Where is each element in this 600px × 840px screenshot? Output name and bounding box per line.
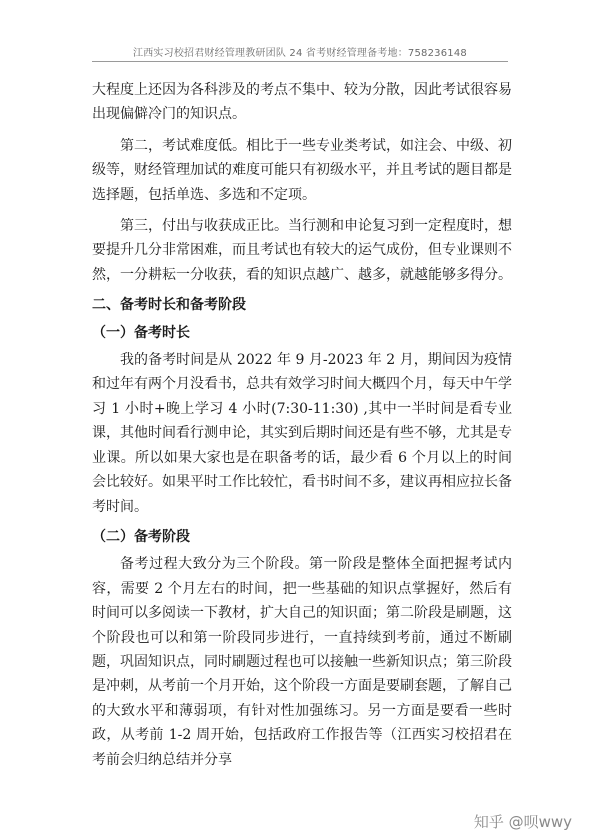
document-body xyxy=(92,78,512,772)
header-divider xyxy=(92,61,508,62)
paragraph-third-point: 第三，付出与收获成正比。当行测和申论复习到一定程度时，想要提升几分非常困难，而且考试也有较大的运气成份，但专业课则不然，一分耕耘一分收获，看的知识点越广、越多，就越能够多得分。 xyxy=(92,218,512,283)
paragraph-continuation: 大程度上还因为各科涉及的考点不集中、较为分散，因此考试很容易出现偏僻冷门的知识点。 xyxy=(92,82,512,123)
zhihu-watermark: 知乎 @呗wwy xyxy=(473,813,572,831)
paragraph-stages: 备考过程大致分为三个阶段。第一阶段是整体全面把握考试内容，需要 2 个月左右的时间，把一些基础的知识点掌握好，然后有时间可以多阅读一下教材，扩大自己的知识面；第二阶段是刷题，这个阶段也可以和第一阶段同步进行，一直持续到考前，通过不断刷题，巩固知识点，同时刷题过程也可以接触一些新知识点；第三阶段是冲刺，从考前一个月开始，这个阶段一方面是要刷套题，了解自己的大致水平和薄弱项，有针对性加强练习。另一方面是要看一些时政，从考前 1-2 周开始，包括政府工作报告等（江西实习校招君在考前会归纳总结并分享 xyxy=(92,556,512,768)
page-header: 江西实习校招君财经管理教研团队 24 省考财经管理备考地：758236148 xyxy=(133,48,467,59)
paragraph-second-point: 第二，考试难度低。相比于一些专业类考试，如注会、中级、初级等，财经管理加试的难度可能只有初级水平，并且考试的题目都是选择题，包括单选、多选和不定项。 xyxy=(92,137,512,203)
subsection-heading-stages: （二）备考阶段 xyxy=(92,528,190,545)
subsection-heading-duration: （一）备考时长 xyxy=(92,324,190,341)
section-heading-2: 二、备考时长和备考阶段 xyxy=(92,297,246,314)
paragraph-duration: 我的备考时间是从 2022 年 9 月-2023 年 2 月，期间因为疫情和过年有两个月没看书，总共有效学习时间大概四个月，每天中午学习 1 小时+晚上学习 4 小时(7:30-11:30) ,其中一半时间是看专业课，其他时间看行测申论，其实到后期时间还是有些不够，尤其是专业课。所以如果大家也是在职备考的话，最少看 6 个月以上的时间会比较好。如果平时工作比较忙，看书时间不多，建议再相应拉长备考时间。 xyxy=(92,352,512,515)
